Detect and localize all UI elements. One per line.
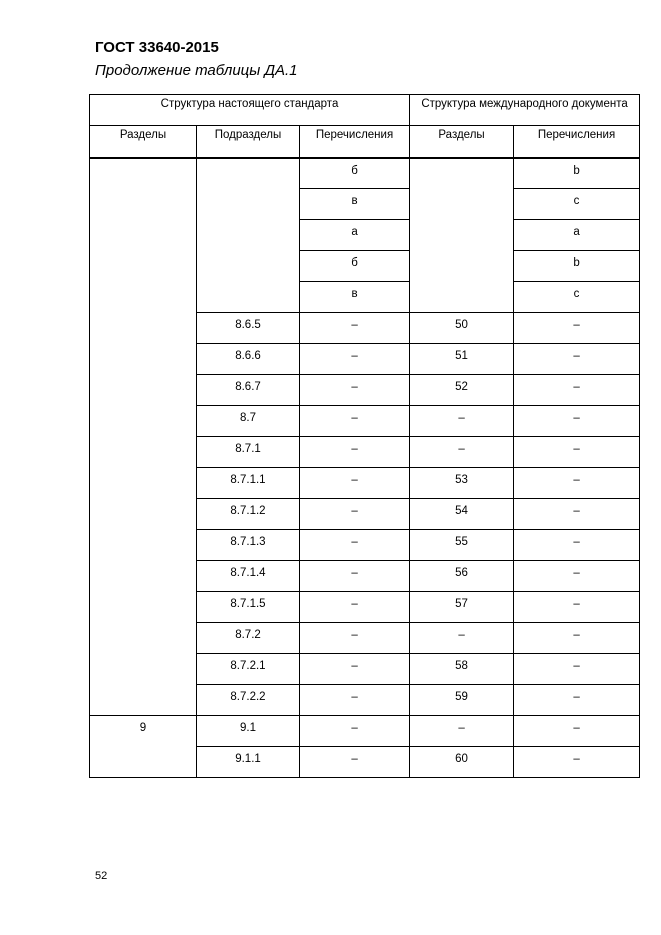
column-header-intl-sections: Разделы	[410, 126, 514, 158]
cell-enumeration: –	[300, 530, 410, 561]
cell-intl-section: 58	[410, 654, 514, 685]
cell-subsection: 9.1	[197, 716, 300, 747]
cell-intl-enumeration: –	[514, 375, 640, 406]
cell-intl-section: 51	[410, 344, 514, 375]
cell-enumeration: б	[300, 158, 410, 189]
cell-subsection: 8.7.2.2	[197, 685, 300, 716]
table-row	[90, 685, 640, 716]
cell-intl-enumeration: –	[514, 654, 640, 685]
document-title: ГОСТ 33640-2015	[95, 39, 219, 56]
table-row	[90, 623, 640, 654]
cell-section	[90, 189, 197, 220]
cell-intl-enumeration: –	[514, 468, 640, 499]
cell-subsection	[197, 158, 300, 189]
table-row	[90, 220, 640, 251]
cell-section	[90, 499, 197, 530]
cell-subsection	[197, 251, 300, 282]
table-row	[90, 251, 640, 282]
cell-subsection: 8.7.2	[197, 623, 300, 654]
cell-section	[90, 561, 197, 592]
cell-intl-section: 59	[410, 685, 514, 716]
cell-intl-enumeration: b	[514, 158, 640, 189]
cell-enumeration: –	[300, 747, 410, 778]
cell-subsection: 8.6.7	[197, 375, 300, 406]
cell-enumeration: –	[300, 654, 410, 685]
cell-intl-enumeration: –	[514, 716, 640, 747]
cell-intl-section	[410, 220, 514, 251]
cell-section	[90, 344, 197, 375]
cell-intl-enumeration: –	[514, 530, 640, 561]
cell-enumeration: –	[300, 344, 410, 375]
cell-enumeration: –	[300, 592, 410, 623]
cell-intl-enumeration: –	[514, 406, 640, 437]
table-row	[90, 158, 640, 189]
cell-intl-enumeration: –	[514, 561, 640, 592]
table-row	[90, 189, 640, 220]
column-header-intl-enumerations: Перечисления	[514, 126, 640, 158]
cell-subsection: 8.7.1.4	[197, 561, 300, 592]
cell-section	[90, 158, 197, 189]
cell-section	[90, 685, 197, 716]
cell-subsection: 8.7.1	[197, 437, 300, 468]
table-row	[90, 747, 640, 778]
cell-intl-enumeration: c	[514, 189, 640, 220]
cell-intl-section	[410, 251, 514, 282]
column-header-sections: Разделы	[90, 126, 197, 158]
cell-intl-enumeration: –	[514, 344, 640, 375]
cell-intl-enumeration: –	[514, 592, 640, 623]
cell-section	[90, 468, 197, 499]
cell-section	[90, 313, 197, 344]
cell-intl-section: 60	[410, 747, 514, 778]
cell-enumeration: –	[300, 375, 410, 406]
cell-subsection	[197, 282, 300, 313]
cell-intl-section: 55	[410, 530, 514, 561]
cell-section	[90, 623, 197, 654]
cell-enumeration: в	[300, 282, 410, 313]
cell-section: 9	[90, 716, 197, 747]
cell-intl-section: 50	[410, 313, 514, 344]
cell-section	[90, 437, 197, 468]
cell-enumeration: –	[300, 499, 410, 530]
column-header-subsections: Подразделы	[197, 126, 300, 158]
cell-subsection: 8.7	[197, 406, 300, 437]
cell-enumeration: –	[300, 468, 410, 499]
cell-intl-enumeration: b	[514, 251, 640, 282]
cell-enumeration: –	[300, 685, 410, 716]
table-row	[90, 468, 640, 499]
table-row	[90, 716, 640, 747]
header-international-document: Структура международного документа	[410, 95, 640, 126]
cell-subsection	[197, 220, 300, 251]
cell-enumeration: –	[300, 437, 410, 468]
cell-enumeration: б	[300, 251, 410, 282]
cell-intl-section	[410, 158, 514, 189]
cell-intl-enumeration: –	[514, 623, 640, 654]
cell-intl-section	[410, 282, 514, 313]
cell-intl-enumeration: –	[514, 437, 640, 468]
cell-subsection	[197, 189, 300, 220]
cell-intl-enumeration: –	[514, 747, 640, 778]
column-header-enumerations: Перечисления	[300, 126, 410, 158]
page-number: 52	[95, 870, 108, 882]
table-row	[90, 499, 640, 530]
cell-subsection: 8.6.5	[197, 313, 300, 344]
cell-intl-section: –	[410, 623, 514, 654]
table-continuation-caption: Продолжение таблицы ДА.1	[95, 62, 298, 79]
group-header-row	[90, 95, 640, 126]
cell-section	[90, 220, 197, 251]
table-row	[90, 592, 640, 623]
cell-intl-enumeration: –	[514, 313, 640, 344]
table-row	[90, 375, 640, 406]
cell-enumeration: –	[300, 561, 410, 592]
table-row	[90, 344, 640, 375]
cell-enumeration: –	[300, 623, 410, 654]
cell-intl-section: –	[410, 716, 514, 747]
cell-intl-enumeration: c	[514, 282, 640, 313]
correspondence-table	[89, 94, 640, 778]
cell-subsection: 8.7.1.5	[197, 592, 300, 623]
cell-section	[90, 282, 197, 313]
cell-intl-enumeration: –	[514, 685, 640, 716]
cell-subsection: 8.6.6	[197, 344, 300, 375]
cell-intl-section: 53	[410, 468, 514, 499]
cell-intl-section: 57	[410, 592, 514, 623]
cell-section	[90, 592, 197, 623]
cell-subsection: 8.7.1.1	[197, 468, 300, 499]
cell-enumeration: –	[300, 406, 410, 437]
cell-subsection: 8.7.1.2	[197, 499, 300, 530]
cell-section	[90, 375, 197, 406]
table-row	[90, 561, 640, 592]
cell-section	[90, 654, 197, 685]
cell-enumeration: в	[300, 189, 410, 220]
cell-section	[90, 406, 197, 437]
cell-section	[90, 747, 197, 778]
cell-subsection: 8.7.1.3	[197, 530, 300, 561]
cell-section	[90, 530, 197, 561]
cell-intl-section: 56	[410, 561, 514, 592]
cell-intl-section: –	[410, 437, 514, 468]
table-row	[90, 406, 640, 437]
cell-intl-enumeration: –	[514, 499, 640, 530]
cell-intl-section: 54	[410, 499, 514, 530]
cell-enumeration: а	[300, 220, 410, 251]
cell-subsection: 9.1.1	[197, 747, 300, 778]
table-row	[90, 654, 640, 685]
header-this-standard: Структура настоящего стандарта	[90, 95, 410, 126]
cell-enumeration: –	[300, 313, 410, 344]
table-row	[90, 530, 640, 561]
column-header-row	[90, 126, 640, 158]
cell-section	[90, 251, 197, 282]
cell-intl-section: –	[410, 406, 514, 437]
cell-intl-section	[410, 189, 514, 220]
table-row	[90, 437, 640, 468]
cell-intl-enumeration: a	[514, 220, 640, 251]
table-row	[90, 282, 640, 313]
table-row	[90, 313, 640, 344]
cell-intl-section: 52	[410, 375, 514, 406]
cell-enumeration: –	[300, 716, 410, 747]
cell-subsection: 8.7.2.1	[197, 654, 300, 685]
